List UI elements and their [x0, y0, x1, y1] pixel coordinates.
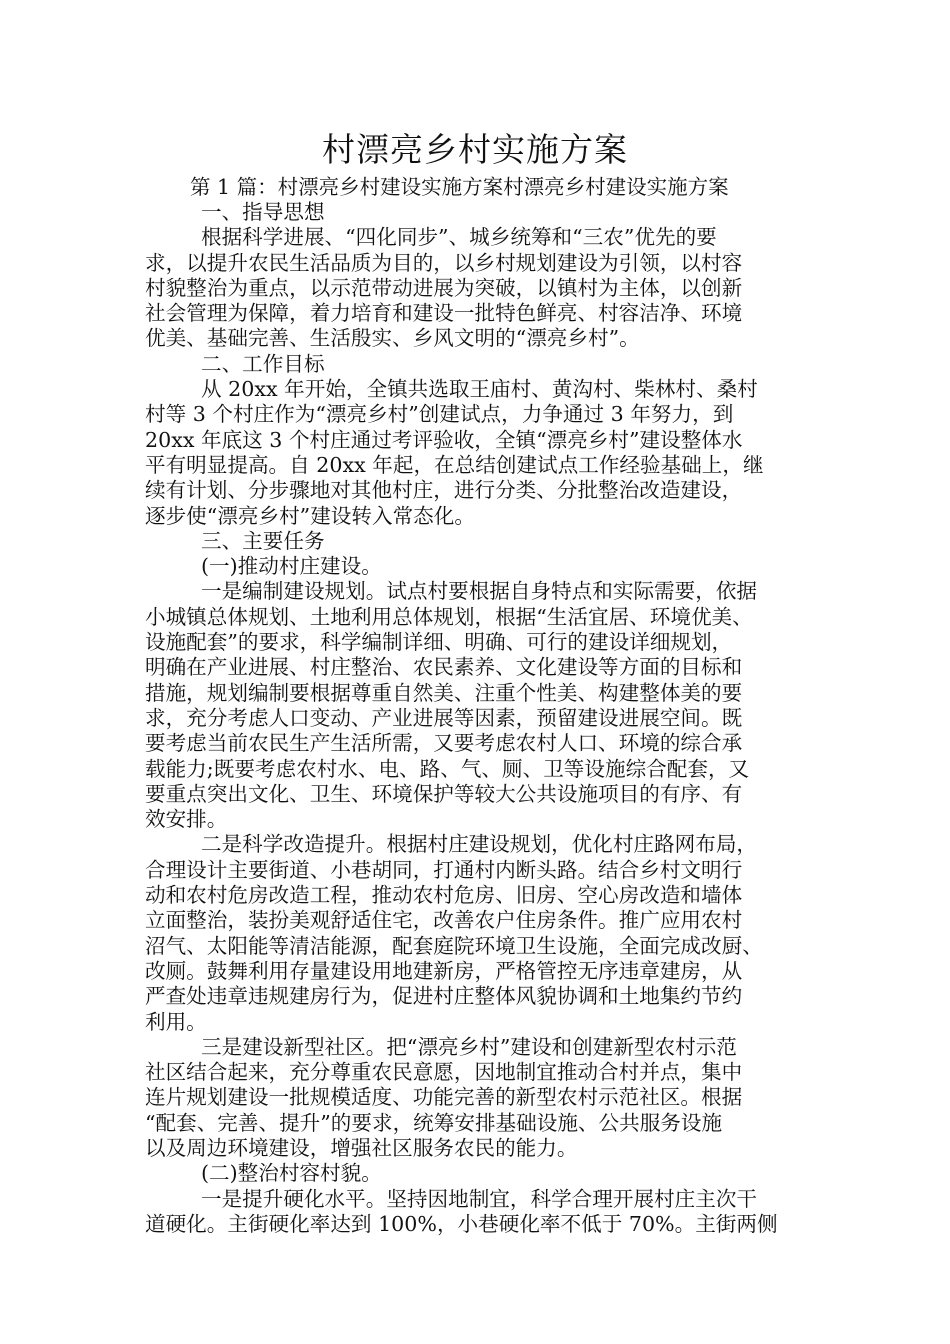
paragraph-line: 从 20xx 年开始，全镇共选取王庙村、黄沟村、柴林村、桑村: [201, 377, 758, 402]
paragraph-line: 要重点突出文化、卫生、环境保护等较大公共设施项目的有序、有: [145, 781, 743, 806]
paragraph-line: 平有明显提高。自 20xx 年起，在总结创建试点工作经验基础上，继: [145, 452, 764, 477]
paragraph-line: (一)推动村庄建设。: [201, 554, 382, 579]
paragraph-line: 求，以提升农民生活品质为目的，以乡村规划建设为引领，以村容: [145, 250, 743, 275]
paragraph-line: 连片规划建设一批规模适度、功能完善的新型农村示范社区。根据: [145, 1085, 743, 1110]
paragraph-line: 一、指导思想: [201, 200, 325, 224]
paragraph-line: 小城镇总体规划、土地利用总体规划，根据“生活宜居、环境优美、: [145, 604, 753, 629]
paragraph-line: 严查处违章违规建房行为，促进村庄整体风貌协调和土地集约节约: [145, 984, 743, 1009]
paragraph-line: 合理设计主要街道、小巷胡同，打通村内断头路。结合乡村文明行: [145, 857, 743, 882]
paragraph-line: 村貌整治为重点，以示范带动进展为突破，以镇村为主体，以创新: [145, 275, 743, 300]
document-body: [145, 200, 825, 1237]
paragraph-line: 社区结合起来，充分尊重农民意愿，因地制宜推动合村并点，集中: [145, 1060, 743, 1085]
paragraph-line: 设施配套”的要求，科学编制详细、明确、可行的建设详细规划，: [145, 630, 733, 655]
paragraph-line: 逐步使“漂亮乡村”建设转入常态化。: [145, 503, 475, 528]
paragraph-line: 三是建设新型社区。把“漂亮乡村”建设和创建新型农村示范: [201, 1034, 737, 1059]
paragraph-line: 二是科学改造提升。根据村庄建设规划，优化村庄路网布局，: [201, 832, 758, 857]
paragraph-line: 求，充分考虑人口变动、产业进展等因素，预留建设进展空间。既: [145, 705, 743, 730]
paragraph-line: 措施，规划编制要根据尊重自然美、注重个性美、构建整体美的要: [145, 680, 743, 705]
paragraph-line: 续有计划、分步骤地对其他村庄，进行分类、分批整治改造建设，: [145, 478, 743, 503]
paragraph-line: 优美、基础完善、生活殷实、乡风文明的“漂亮乡村”。: [145, 326, 640, 351]
paragraph-line: 沼气、太阳能等清洁能源，配套庭院环境卫生设施，全面完成改厨、: [145, 933, 763, 958]
document-title: 村漂亮乡村实施方案: [322, 130, 628, 169]
paragraph-line: 社会管理为保障，着力培育和建设一批特色鲜亮、村容洁净、环境: [145, 301, 743, 326]
paragraph-line: 以及周边环境建设，增强社区服务农民的能力。: [145, 1135, 578, 1160]
paragraph-line: 利用。: [145, 1009, 207, 1034]
paragraph-line: 明确在产业进展、村庄整治、农民素养、文化建设等方面的目标和: [145, 655, 743, 680]
paragraph-line: 三、主要任务: [201, 528, 325, 553]
paragraph-line: 20xx 年底这 3 个村庄通过考评验收，全镇“漂亮乡村”建设整体水: [145, 427, 743, 452]
paragraph-line: 改厕。鼓舞利用存量建设用地建新房，严格管控无序违章建房，从: [145, 958, 743, 983]
paragraph-line: 二、工作目标: [201, 351, 325, 376]
paragraph-line: 村等 3 个村庄作为“漂亮乡村”创建试点，力争通过 3 年努力，到: [145, 402, 734, 427]
paragraph-line: 一是编制建设规划。试点村要根据自身特点和实际需要，依据: [201, 579, 758, 604]
paragraph-line: 效安排。: [145, 807, 228, 832]
paragraph-line: 载能力;既要考虑农村水、电、路、气、厕、卫等设施综合配套，又: [145, 756, 750, 781]
paragraph-line: 根据科学进展、“四化同步”、城乡统筹和“三农”优先的要: [201, 225, 717, 250]
paragraph-line: “配套、完善、提升”的要求，统筹安排基础设施、公共服务设施: [145, 1110, 723, 1135]
document-subtitle: 第 1 篇：村漂亮乡村建设实施方案村漂亮乡村建设实施方案: [190, 175, 729, 199]
paragraph-line: 要考虑当前农民生产生活所需，又要考虑农村人口、环境的综合承: [145, 731, 743, 756]
paragraph-line: 一是提升硬化水平。坚持因地制宜，科学合理开展村庄主次干: [201, 1186, 758, 1211]
paragraph-line: (二)整治村容村貌。: [201, 1161, 382, 1186]
paragraph-line: 动和农村危房改造工程，推动农村危房、旧房、空心房改造和墙体: [145, 883, 743, 908]
paragraph-line: 道硬化。主街硬化率达到 100%，小巷硬化率不低于 70%。主街两侧: [145, 1211, 778, 1236]
paragraph-line: 立面整治，装扮美观舒适住宅，改善农户住房条件。推广应用农村: [145, 908, 743, 933]
